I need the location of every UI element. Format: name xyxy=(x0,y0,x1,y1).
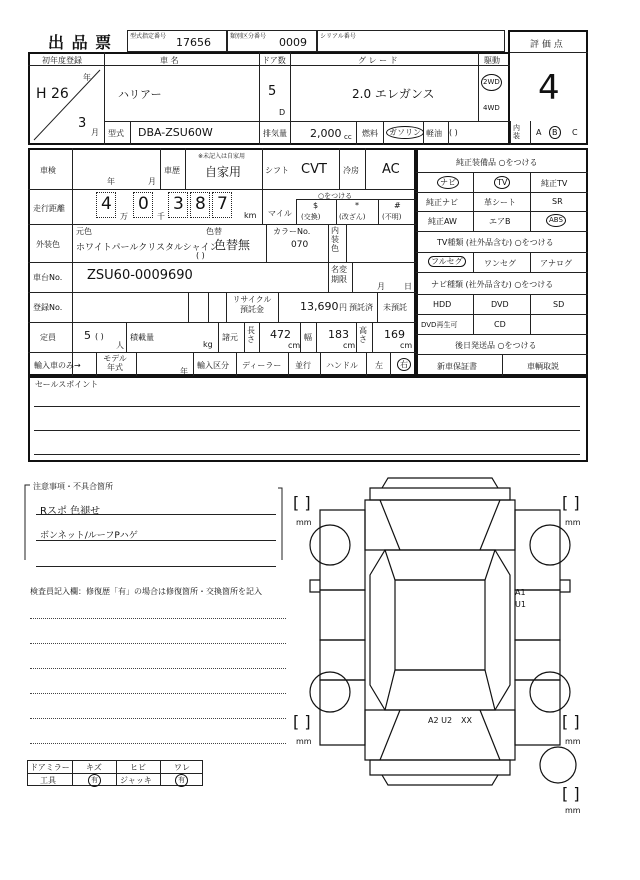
drive-label: 駆動 xyxy=(484,56,500,65)
shaken-label: 車検 xyxy=(40,166,56,175)
height-label: 高さ xyxy=(359,326,367,344)
name-change-month: 月 xyxy=(377,282,385,291)
notes-line-2: ボンネット/ルーフPハゲ xyxy=(40,531,138,541)
tread-rear-right-bracket: [ ] xyxy=(562,712,580,731)
navi-hdd: HDD xyxy=(433,300,452,309)
color-no-label: カラーNo. xyxy=(273,227,311,236)
capacity-paren: ( ) xyxy=(95,332,104,341)
fuel-value: ガソリン xyxy=(386,126,424,139)
shaken-year-unit: 年 xyxy=(107,177,115,186)
notes-line-1: Rスポ 色褪せ xyxy=(40,506,101,517)
tv-oneseg: ワンセグ xyxy=(484,259,516,268)
mileage-star-note: (改ざん) xyxy=(339,213,366,221)
interior-grade-b: B xyxy=(549,126,561,139)
legend-break: ワレ xyxy=(174,763,190,772)
width-label: 幅 xyxy=(304,333,312,342)
dim-label: 諸元 xyxy=(222,333,238,342)
tv-analog: アナログ xyxy=(540,259,572,268)
drive-4wd: 4WD xyxy=(483,104,500,112)
navi-sd: SD xyxy=(553,300,565,309)
class-no: 0009 xyxy=(279,36,307,49)
displacement-unit: cc xyxy=(344,133,352,141)
equip-sunroof: SR xyxy=(552,197,563,206)
shaken-month-unit: 月 xyxy=(148,177,156,186)
legend-tools-yes: 有 xyxy=(88,774,101,787)
damage-mark-u1: U1 xyxy=(515,600,526,609)
equip-genuine-tv: 純正TV xyxy=(541,179,568,188)
first-reg-month: 3 xyxy=(78,116,87,131)
cooler-value: AC xyxy=(382,162,400,177)
color-no: 070 xyxy=(291,240,309,250)
tread-rear-left-mm: mm xyxy=(296,737,312,746)
length-label: 長さ xyxy=(247,326,255,344)
name-change-label: 名変期限 xyxy=(331,265,347,284)
model-year-unit: 年 xyxy=(180,367,188,376)
legend-tools: 工具 xyxy=(40,776,56,785)
light-oil-label: 軽油 xyxy=(426,129,442,138)
registration-label: 登録No. xyxy=(33,303,63,312)
tread-front-left-bracket: [ ] xyxy=(293,493,311,512)
interior-label: 内装 xyxy=(513,124,520,140)
original-color: ホワイトパールクリスタルシャイン xyxy=(76,243,219,253)
length-value: 472 xyxy=(270,328,291,341)
tread-rear-left-bracket: [ ] xyxy=(293,712,311,731)
class-label: 類別区分番号 xyxy=(230,33,267,40)
mileage-unit-sen: 千 xyxy=(157,212,165,221)
mileage-unit-man: 万 xyxy=(120,212,128,221)
navi-type-header: ナビ種類 (社外品含む) ○をつける xyxy=(431,280,554,289)
mileage-digit-1: 4 xyxy=(101,194,112,214)
equip-airbag: エアB xyxy=(489,217,511,226)
load-kg: kg xyxy=(203,340,213,349)
mileage-digit-4: 8 xyxy=(195,194,206,214)
recycle-unit: 円 xyxy=(339,303,347,312)
sales-points-label: セールスポイント xyxy=(35,380,99,389)
shift-label: シフト xyxy=(265,166,289,175)
height-value: 169 xyxy=(384,328,405,341)
fuel-label: 燃料 xyxy=(362,129,378,138)
import-type-label: 輸入区分 xyxy=(197,361,229,370)
sales-points-block xyxy=(28,376,588,462)
tread-rear-right-mm: mm xyxy=(565,737,581,746)
tread-front-left-mm: mm xyxy=(296,518,312,527)
length-unit: cm xyxy=(288,341,301,350)
equipment-header: 純正装備品 ○をつける xyxy=(456,158,538,167)
legend-door-mirror: ドアミラー xyxy=(30,763,70,772)
color-paren: ( ) xyxy=(196,251,205,260)
navi-dvd: DVD xyxy=(491,300,509,309)
chassis-label: 車台No. xyxy=(33,273,63,282)
load-label: 積載量 xyxy=(130,333,154,342)
type-cert-label: 型式指定番号 xyxy=(130,33,167,40)
recycle-status-paid: 預託済 xyxy=(349,303,373,312)
equip-navi: ナビ xyxy=(437,176,459,189)
legend-jack: ジャッキ xyxy=(120,776,152,785)
drive-2wd: 2WD xyxy=(481,74,502,91)
cooler-label: 冷房 xyxy=(343,166,359,175)
grade-value: 2.0 エレガンス xyxy=(352,87,435,101)
displacement-value: 2,000 xyxy=(310,127,342,140)
tread-spare-bracket: [ ] xyxy=(562,784,580,803)
interior-grade-c: C xyxy=(572,128,578,137)
tv-type-header: TV種類 (社外品含む) ○をつける xyxy=(437,238,554,247)
mileage-label: 走行距離 xyxy=(33,204,65,213)
chassis-no: ZSU60-0009690 xyxy=(87,268,193,283)
recycle-label: リサイクル預託金 xyxy=(232,295,272,314)
color-change-label: 色替 xyxy=(206,227,222,236)
serial-label: シリアル番号 xyxy=(320,33,356,40)
recycle-amount: 13,690 xyxy=(300,300,339,313)
equip-abs: ABS xyxy=(546,214,566,227)
model-label: 型式 xyxy=(108,129,124,138)
history-value: 自家用 xyxy=(205,165,242,179)
navi-dvd-playback: DVD再生可 xyxy=(421,321,458,329)
grade-label: グ レ ー ド xyxy=(358,56,398,65)
type-cert-no: 17656 xyxy=(176,36,211,49)
import-parallel: 並行 xyxy=(295,361,311,370)
handle-right: 右 xyxy=(397,358,411,371)
import-dealer: ディーラー xyxy=(242,361,282,370)
later-shipment-header: 後日発送品 ○をつける xyxy=(455,341,537,350)
displacement-label: 排気量 xyxy=(263,129,287,138)
damage-mark-a1: A1 xyxy=(515,588,526,597)
history-note: ※未記入は自家用 xyxy=(198,153,246,160)
notes-frame xyxy=(24,484,284,564)
doors-label: ドア数 xyxy=(262,56,286,65)
tv-fullseg: フルセグ xyxy=(428,256,466,267)
tread-spare-mm: mm xyxy=(565,806,581,815)
capacity-label: 定員 xyxy=(40,333,56,342)
inspector-label: 検査員記入欄：修復歴「有」の場合は修復箇所・交換箇所を記入 xyxy=(30,587,262,596)
width-value: 183 xyxy=(328,328,349,341)
first-reg-year: H 26 xyxy=(36,86,69,102)
legend-scratch: キズ xyxy=(86,763,102,772)
doors-value: 5 xyxy=(268,84,277,99)
damage-mark-a2u2: A2 U2 xyxy=(428,716,453,725)
equip-genuine-navi: 純正ナビ xyxy=(426,198,458,207)
name-change-day: 日 xyxy=(404,282,412,291)
door-suffix: D xyxy=(279,108,286,117)
first-reg-label: 初年度登録 xyxy=(42,56,82,65)
damage-mark-xx: XX xyxy=(461,716,472,725)
later-manual: 車輌取説 xyxy=(527,362,559,371)
color-change: 色替無 xyxy=(214,238,251,252)
navi-cd: CD xyxy=(494,320,506,329)
mileage-digit-5: 7 xyxy=(217,194,228,214)
model-value: DBA-ZSU60W xyxy=(138,126,213,139)
tread-front-right-mm: mm xyxy=(565,518,581,527)
form-title: 出 品 票 xyxy=(48,33,113,52)
interior-grade-a: A xyxy=(536,128,542,137)
legend-jack-yes: 有 xyxy=(175,774,188,787)
mileage-hash-note: (不明) xyxy=(382,213,402,221)
tread-front-right-bracket: [ ] xyxy=(562,493,580,512)
handle-left: 左 xyxy=(375,361,383,370)
car-name: ハリアー xyxy=(118,88,162,101)
mileage-star: * xyxy=(355,201,359,210)
light-oil-paren: ( ) xyxy=(449,128,458,137)
equip-tv: TV xyxy=(494,176,510,189)
mileage-digit-3: 3 xyxy=(173,194,184,214)
width-unit: cm xyxy=(343,341,356,350)
history-label: 車歴 xyxy=(164,166,180,175)
car-damage-diagram xyxy=(290,470,590,815)
later-warranty: 新車保証書 xyxy=(437,362,477,371)
first-reg-month-unit: 月 xyxy=(91,128,99,137)
mileage-digit-2: 0 xyxy=(138,194,149,214)
mileage-unit-km: km xyxy=(244,211,257,220)
original-color-label: 元色 xyxy=(76,227,92,236)
notes-label: 注意事項・不具合箇所 xyxy=(33,482,113,491)
exterior-label: 外装色 xyxy=(36,240,60,249)
mileage-hash: # xyxy=(394,201,401,210)
mileage-dollar-note: (交換) xyxy=(301,213,321,221)
equip-leather: 革シート xyxy=(484,198,516,207)
mileage-dollar: $ xyxy=(313,201,319,210)
recycle-status-unpaid: 未預託 xyxy=(383,303,407,312)
mile-label: マイル xyxy=(268,209,292,218)
legend-crack: ヒビ xyxy=(130,763,146,772)
mileage-circle-note: ○をつける xyxy=(318,192,353,200)
car-name-label: 車 名 xyxy=(160,56,179,65)
capacity-unit: 人 xyxy=(116,341,124,350)
equip-genuine-aw: 純正AW xyxy=(428,217,457,226)
evaluation-score: 4 xyxy=(538,68,560,108)
interior-color-label: 内装色 xyxy=(331,226,339,253)
handle-label: ハンドル xyxy=(326,361,358,370)
evaluation-label: 評 価 点 xyxy=(530,40,563,50)
capacity-value: 5 xyxy=(84,329,91,342)
import-label: 輸入車のみ→ xyxy=(34,361,81,370)
model-year-label: モデル年式 xyxy=(103,354,127,372)
shift-value: CVT xyxy=(301,162,327,177)
first-reg-year-unit: 年 xyxy=(83,73,91,82)
height-unit: cm xyxy=(400,341,413,350)
